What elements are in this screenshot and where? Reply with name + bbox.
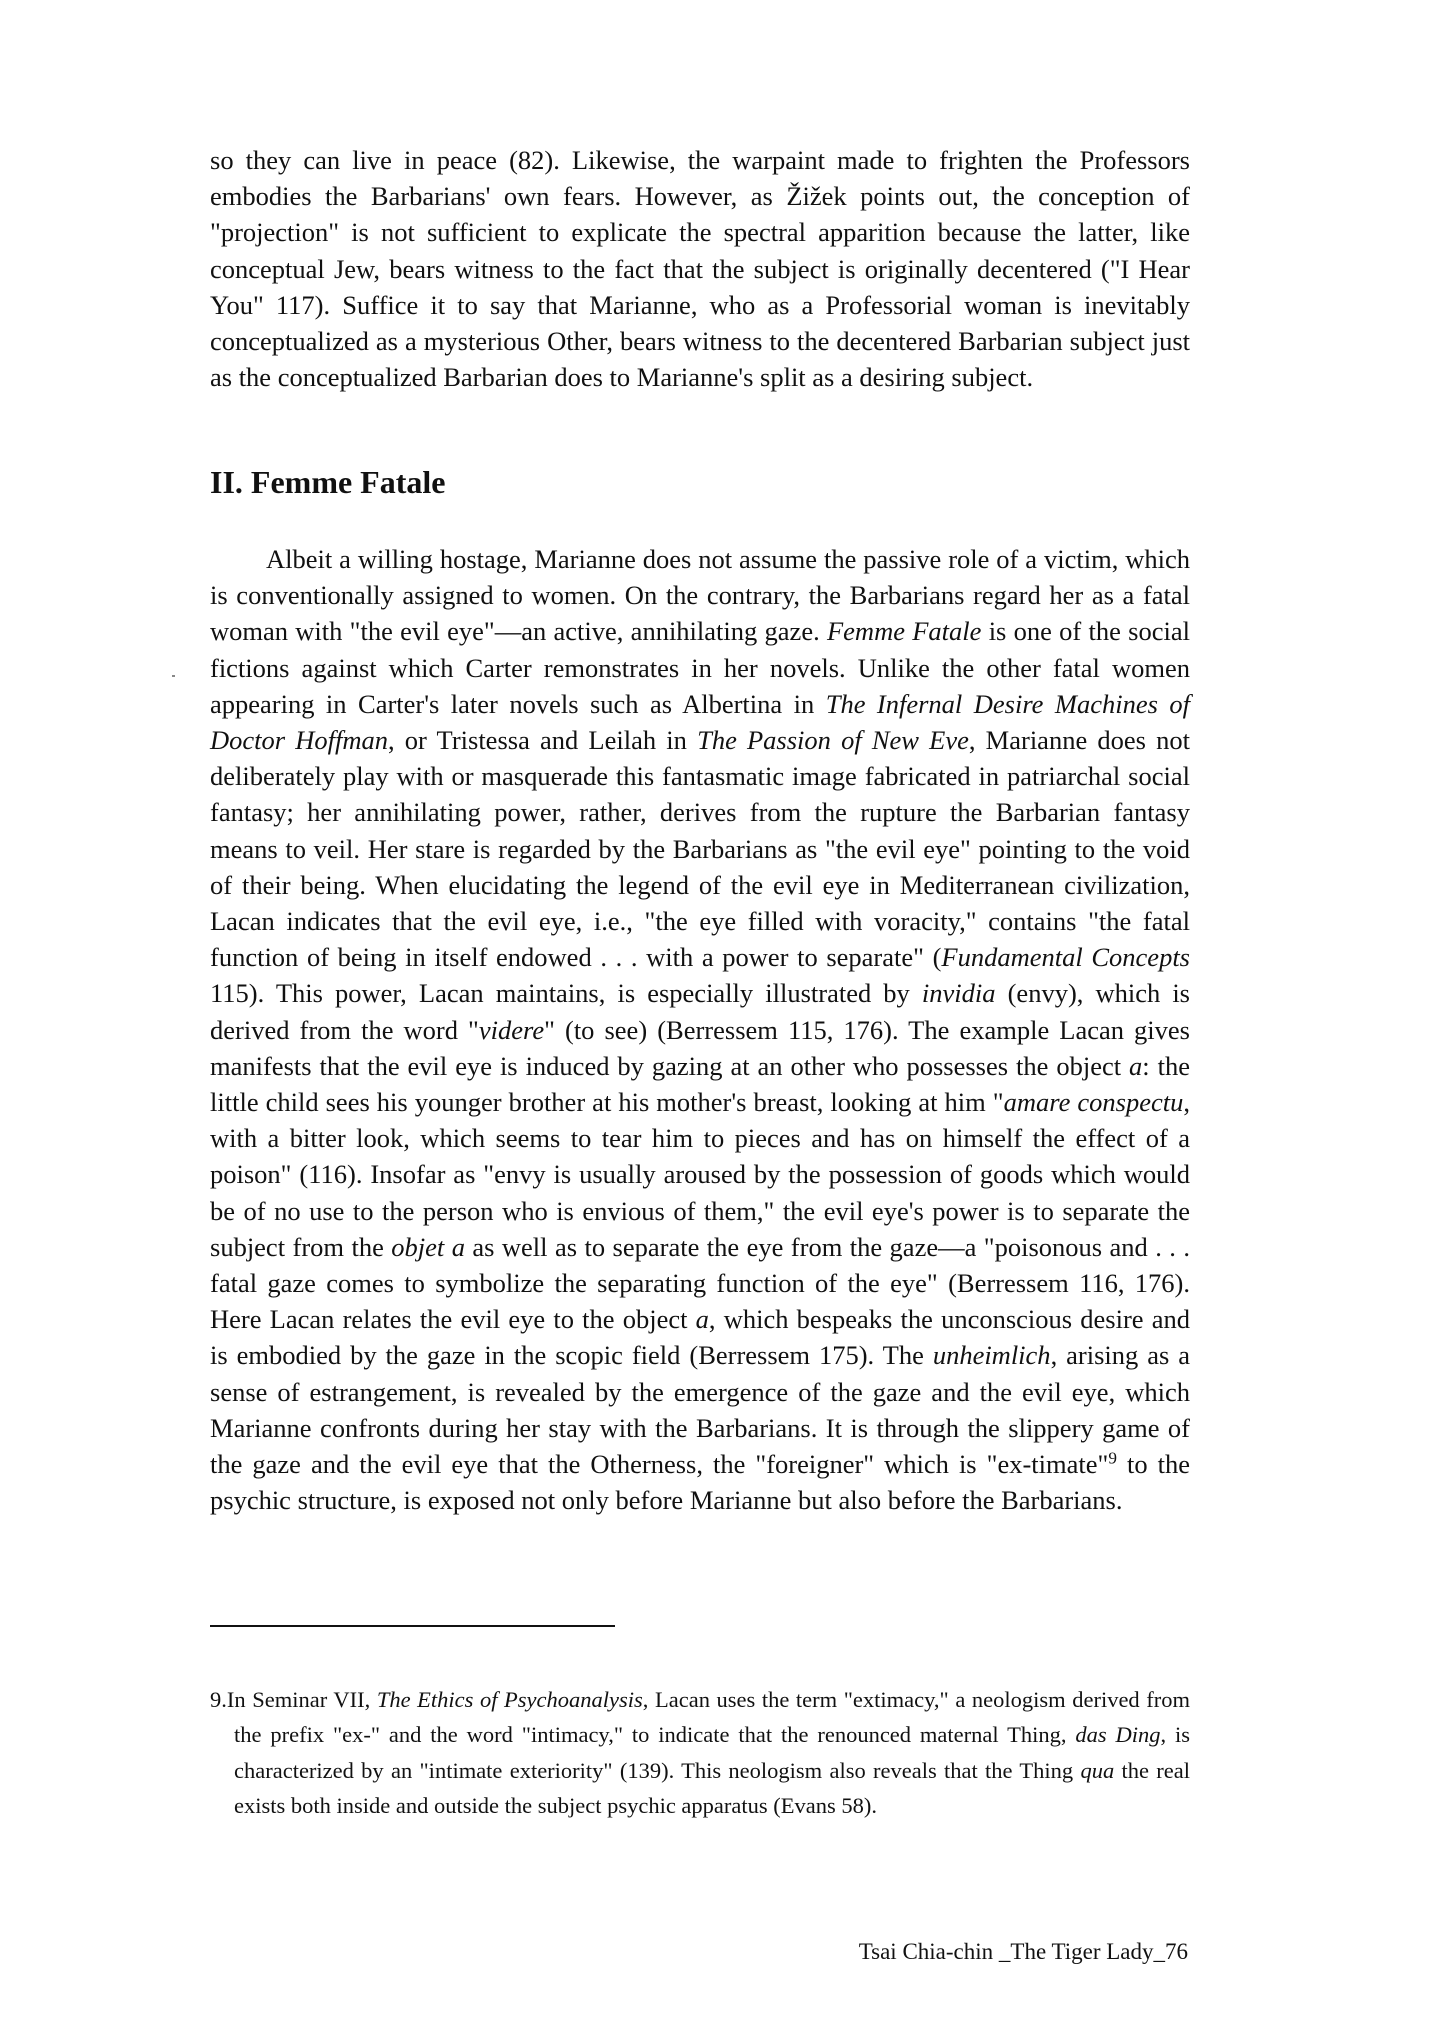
text-run: the real exists both inside and outside the subject psychic apparatus (Evans 58). xyxy=(234,1757,1190,1818)
body-paragraph-femme-fatale xyxy=(210,541,1190,1518)
text-run: (envy), which is derived from the word " xyxy=(210,978,1190,1045)
text-run: to the psychic structure, is exposed not only before Marianne but also before the Barbarians. xyxy=(210,1449,1190,1516)
text-run: : the little child sees his younger brother at his mother's breast, looking at him " xyxy=(210,1050,1190,1118)
italic-run: The Passion of New Eve xyxy=(697,725,969,756)
text-run: is one of the social fictions against which Carter remonstrates in her novels. Unlike the other fatal women appearing in Carter's later novels such as Albertina in xyxy=(210,616,1190,719)
text-run: " (to see) (Berressem 115, 176). The example Lacan gives manifests that the evil eye is induced by gazing at an other who possesses the object xyxy=(210,1014,1190,1081)
text-run: Albeit a willing hostage, Marianne does not assume the passive role of a victim, which is conventionally assigned to women. On the contrary, the Barbarians regard her as a fatal woman with "the evil eye"—an active, annihilating gaze. xyxy=(210,544,1190,647)
italic-run: videre xyxy=(478,1014,545,1045)
margin-mark xyxy=(172,675,175,677)
body-paragraph-continued xyxy=(210,142,1190,395)
footnote-separator xyxy=(210,1625,615,1627)
footnote-ref: 9 xyxy=(1108,1448,1117,1468)
footnote-9 xyxy=(210,1682,1190,1823)
text-run: as well as to separate the eye from the gaze—a "poisonous and . . . fatal gaze comes to symbolize the separating function of the eye" (Berressem 116, 176). Here Lacan relates the evil eye to the object xyxy=(210,1231,1190,1335)
italic-run: The Infernal Desire Machines of Doctor Hoffman xyxy=(210,688,1190,756)
text-run: , Marianne does not deliberately play with or masquerade this fantasmatic image fabricated in patriarchal social fantasy; her annihilating power, rather, derives from the rupture the Barbarian fantasy means to veil. Her stare is regarded by the Barbarians as "the evil eye" pointing to the void of their being. When elucidating the legend of the evil eye in Mediterranean civilization, Lacan indicates that the evil eye, i.e., "the eye filled with voracity," contains "the fatal function of being in itself endowed . . . with a power to separate" ( xyxy=(210,725,1190,973)
italic-run: amare conspectu xyxy=(1003,1087,1184,1118)
italic-run: a xyxy=(1129,1050,1143,1081)
text-run: 115). This power, Lacan maintains, is especially illustrated by xyxy=(210,978,922,1009)
page-footer: Tsai Chia-chin _The Tiger Lady_76 xyxy=(858,1939,1188,1964)
text-run: , Lacan uses the term "extimacy," a neologism derived from the prefix "ex-" and the word "intimacy," to indicate that the renounced maternal Thing, xyxy=(234,1687,1191,1748)
italic-run: invidia xyxy=(921,978,996,1009)
italic-run: qua xyxy=(1080,1757,1115,1783)
italic-run: unheimlich xyxy=(932,1340,1051,1371)
text-run: , arising as a sense of estrangement, is revealed by the emergence of the gaze and the evil eye, which Marianne confronts during her stay with the Barbarians. It is through the slippery game of the gaze and the evil eye that the Otherness, the "foreigner" which is "ex-timate" xyxy=(210,1340,1190,1480)
italic-run: das Ding xyxy=(1075,1722,1161,1748)
text-run: , or Tristessa and Leilah in xyxy=(388,725,698,756)
italic-run: objet a xyxy=(391,1231,465,1262)
italic-run: The Ethics of Psychoanalysis xyxy=(376,1687,643,1712)
text-run: , with a bitter look, which seems to tear him to pieces and has on himself the effect of a poison" (116). Insofar as "envy is usually aroused by the possession of goods which would be of no use to the person who is envious of them," the evil eye's power is to separate the subject from the xyxy=(210,1087,1190,1262)
italic-run: a xyxy=(695,1304,709,1335)
text-run: , which bespeaks the unconscious desire and is embodied by the gaze in the scopic field (Berressem 175). The xyxy=(210,1304,1190,1371)
italic-run: Fundamental Concepts xyxy=(941,942,1190,973)
section-heading: II. Femme Fatale xyxy=(210,464,446,500)
italic-run: Femme Fatale xyxy=(826,616,982,647)
text-run: so they can live in peace (82). Likewise, the warpaint made to frighten the Professors embodies the Barbarians' own fears. However, as Žižek points out, the conception of "projection" is not sufficient to explicate the spectral apparition because the latter, like conceptual Jew, bears witness to the fact that the subject is originally decentered ("I Hear You" 117). Suffice it to say that Marianne, who as a Professorial woman is inevitably conceptualized as a mysterious Other, bears witness to the decentered Barbarian subject just as the conceptualized Barbarian does to Marianne's split as a desiring subject. xyxy=(210,145,1190,393)
text-run: , is characterized by an "intimate exteriority" (139). This neologism also reveals that the Thing xyxy=(234,1722,1190,1783)
text-run: 9.In Seminar VII, xyxy=(210,1687,377,1712)
